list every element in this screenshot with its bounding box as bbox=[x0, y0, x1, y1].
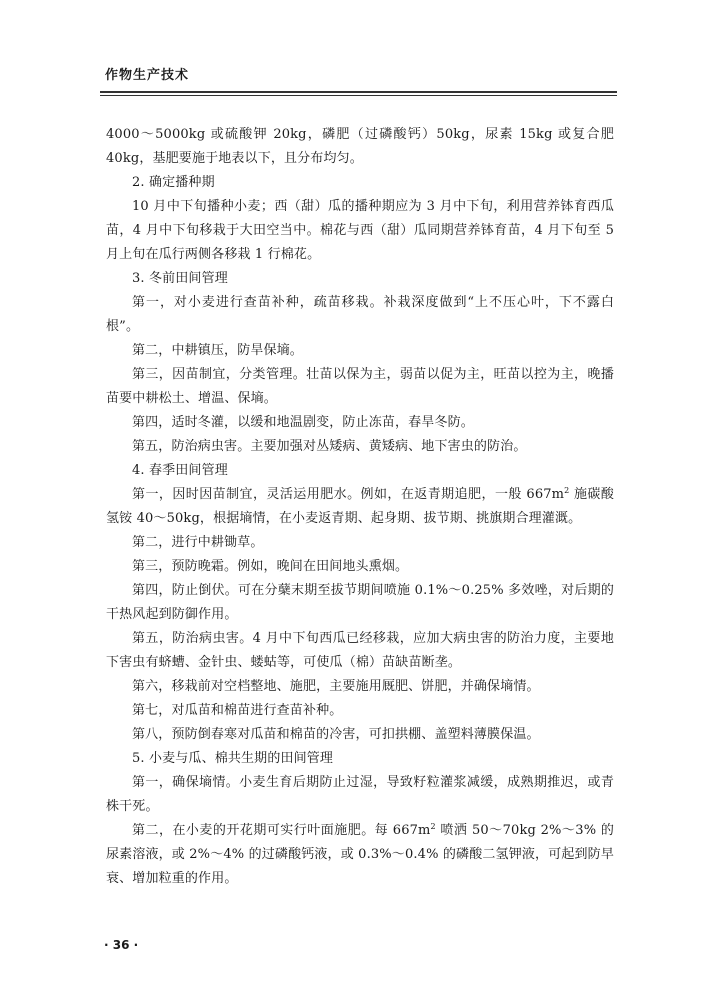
paragraph: 第一，确保墒情。小麦生育后期防止过湿，导致籽粒灌浆减缓，成熟期推迟，或青株干死。 bbox=[106, 775, 614, 814]
header-rule-thin bbox=[100, 95, 617, 96]
paragraph: 第八，预防倒春寒对瓜苗和棉苗的冷害，可扣拱棚、盖塑料薄膜保温。 bbox=[132, 727, 540, 742]
paragraph: 第二，进行中耕锄草。 bbox=[132, 535, 264, 550]
paragraph: 第三，因苗制宜，分类管理。壮苗以保为主，弱苗以促为主，旺苗以控为主，晚播苗要中耕松土、增温、保墒。 bbox=[106, 367, 614, 406]
running-header: 作物生产技术 bbox=[105, 68, 190, 83]
paragraph: 第六，移栽前对空档整地、施肥，主要施用厩肥、饼肥，并确保墒情。 bbox=[132, 679, 540, 694]
paragraph: 第二，中耕镇压，防旱保墒。 bbox=[132, 343, 303, 358]
paragraph-text: 第一，因时因苗制宜，灵活运用肥水。例如，在返青期追肥，一般 667m bbox=[132, 487, 565, 502]
paragraph: 第五，防治病虫害。4 月中下旬西瓜已经移栽，应加大病虫害的防治力度，主要地下害虫有蛴螬、金针虫、蝼蛄等，可使瓜（棉）苗缺苗断垄。 bbox=[106, 631, 614, 670]
superscript: 2 bbox=[430, 822, 436, 831]
paragraph bbox=[106, 819, 614, 891]
paragraph-text: 喷洒 50～70kg 2%～3% 的尿素溶液，或 2%～4% 的过磷酸钙液，或 0.3%～0.4% 的磷酸二氢钾液，可起到防早衰、增加粒重的作用。 bbox=[106, 823, 614, 886]
superscript: 2 bbox=[564, 486, 570, 495]
section-heading: 3. 冬前田间管理 bbox=[132, 271, 228, 286]
paragraph: 第五，防治病虫害。主要加强对丛矮病、黄矮病、地下害虫的防治。 bbox=[132, 439, 527, 454]
paragraph: 10 月中下旬播种小麦；西（甜）瓜的播种期应为 3 月中下旬，利用营养钵育西瓜苗，4 月中下旬移栽于大田空当中。棉花与西（甜）瓜同期营养钵育苗，4 月下旬至 5 月上旬在瓜行两侧各移栽 1 行棉花。 bbox=[106, 199, 614, 262]
body-text bbox=[106, 123, 614, 891]
paragraph-text: 第二，在小麦的开花期可实行叶面施肥。每 667m bbox=[132, 823, 431, 838]
paragraph: 第七，对瓜苗和棉苗进行查苗补种。 bbox=[132, 703, 343, 718]
section-heading: 2. 确定播种期 bbox=[132, 175, 215, 190]
paragraph: 第一，对小麦进行查苗补种，疏苗移栽。补栽深度做到“上不压心叶，下不露白根”。 bbox=[106, 295, 614, 334]
header-rule-thick bbox=[100, 91, 617, 93]
paragraph: 第四，适时冬灌，以缓和地温剧变，防止冻苗，春旱冬防。 bbox=[132, 415, 474, 430]
section-heading: 5. 小麦与瓜、棉共生期的田间管理 bbox=[132, 751, 334, 766]
paragraph: 第三，预防晚霜。例如，晚间在田间地头熏烟。 bbox=[132, 559, 409, 574]
page-number: · 36 · bbox=[104, 938, 139, 952]
paragraph: 第四，防止倒伏。可在分蘖末期至拔节期间喷施 0.1%～0.25% 多效唑，对后期的干热风起到防御作用。 bbox=[106, 583, 614, 622]
paragraph: 4000～5000kg 或硫酸钾 20kg，磷肥（过磷酸钙）50kg，尿素 15kg 或复合肥 40kg，基肥要施于地表以下，且分布均匀。 bbox=[106, 127, 614, 166]
paragraph bbox=[106, 483, 614, 531]
paragraph-text: 施碳酸氢铵 40～50kg，根据墒情，在小麦返青期、起身期、拔节期、挑旗期合理灌溉。 bbox=[106, 487, 614, 526]
section-heading: 4. 春季田间管理 bbox=[132, 463, 228, 478]
